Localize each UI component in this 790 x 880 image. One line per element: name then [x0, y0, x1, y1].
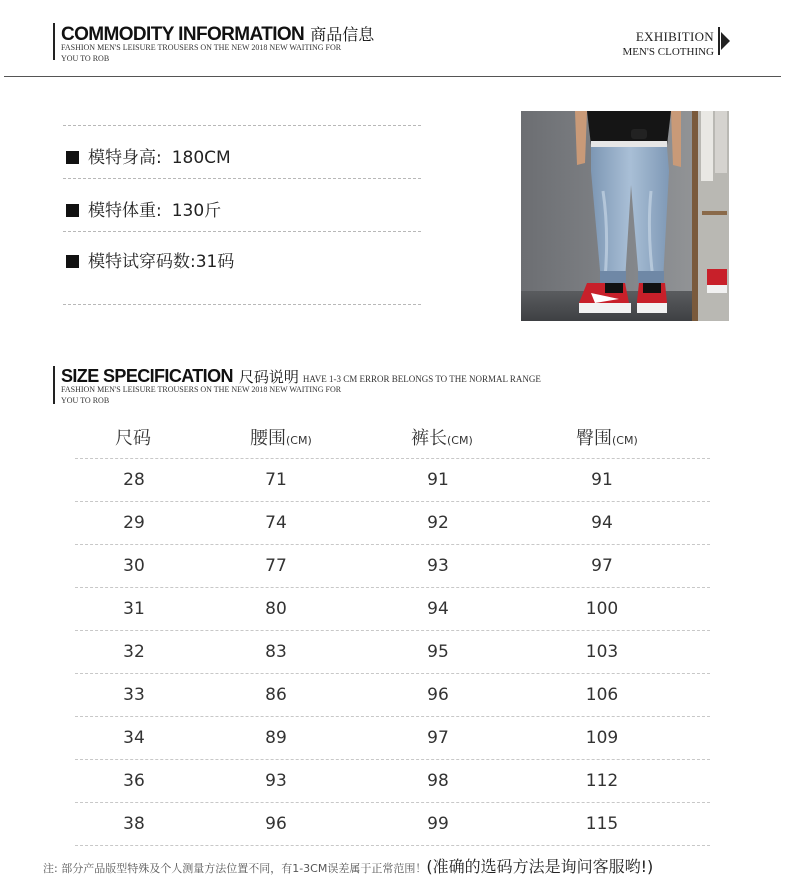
- model-weight-value: 130斤: [171, 201, 222, 221]
- table-cell: 89: [265, 728, 287, 748]
- table-row: [0, 716, 790, 759]
- table-cell: 30: [123, 556, 145, 576]
- table-cell: 112: [585, 771, 619, 791]
- col-header-waist-label: 腰围: [250, 428, 286, 449]
- commodity-subtitle: [61, 42, 341, 64]
- col-header-size: [115, 424, 151, 450]
- commodity-title-en: COMMODITY INFORMATION: [61, 24, 305, 45]
- size-title-en: SIZE SPECIFICATION: [61, 366, 233, 386]
- table-cell: 98: [427, 771, 449, 791]
- table-divider: [75, 845, 710, 846]
- table-cell: 97: [591, 556, 613, 576]
- col-header-waist: [250, 424, 312, 450]
- model-jeans-illustration: [521, 111, 729, 321]
- table-cell: 86: [265, 685, 287, 705]
- size-accent-bar: [53, 366, 55, 404]
- col-header-length: [411, 424, 473, 450]
- header-accent-bar: [53, 23, 55, 60]
- table-cell: 96: [265, 814, 287, 834]
- table-cell: 80: [265, 599, 287, 619]
- table-row: [0, 544, 790, 587]
- table-row: [0, 759, 790, 802]
- header-divider: [4, 76, 781, 77]
- table-cell: 94: [427, 599, 449, 619]
- table-cell: 109: [585, 728, 619, 748]
- info-divider: [63, 125, 421, 126]
- table-cell: 38: [123, 814, 145, 834]
- table-cell: 33: [123, 685, 145, 705]
- table-cell: 83: [265, 642, 287, 662]
- info-divider: [63, 231, 421, 232]
- table-cell: 91: [591, 470, 613, 490]
- table-cell: 74: [265, 513, 287, 533]
- model-weight-label: 模特体重:: [88, 201, 162, 221]
- table-cell: 91: [427, 470, 449, 490]
- model-height: [66, 143, 231, 168]
- table-cell: 28: [123, 470, 145, 490]
- arrow-right-icon: [721, 32, 730, 50]
- info-divider: [63, 178, 421, 179]
- model-height-label: 模特身高:: [88, 148, 162, 168]
- square-bullet-icon: [66, 255, 79, 268]
- footer-note: [43, 854, 653, 877]
- product-photo: [521, 111, 729, 321]
- commodity-subtitle-line2: YOU TO ROB: [61, 54, 110, 63]
- footer-note-small: 注: 部分产品版型特殊及个人测量方法位置不同，有1-3CM误差属于正常范围！: [43, 862, 427, 875]
- size-subtitle-line2: YOU TO ROB: [61, 396, 110, 405]
- model-size: [66, 247, 234, 272]
- size-note: HAVE 1-3 CM ERROR BELONGS TO THE NORMAL RANGE: [302, 374, 541, 384]
- col-header-waist-unit: (CM): [286, 434, 312, 447]
- table-cell: 71: [265, 470, 287, 490]
- model-size-label: 模特试穿码数:: [88, 252, 196, 272]
- table-cell: 92: [427, 513, 449, 533]
- col-header-length-unit: (CM): [447, 434, 473, 447]
- table-row: [0, 458, 790, 501]
- col-header-size-label: 尺码: [115, 428, 151, 449]
- table-row: [0, 802, 790, 845]
- info-divider: [63, 304, 421, 305]
- table-cell: 36: [123, 771, 145, 791]
- table-cell: 106: [585, 685, 619, 705]
- col-header-hip-unit: (CM): [612, 434, 638, 447]
- table-row: [0, 630, 790, 673]
- commodity-title-cn: 商品信息: [310, 27, 375, 44]
- exhibition-line1: EXHIBITION: [635, 29, 714, 44]
- table-cell: 103: [585, 642, 619, 662]
- col-header-hip-label: 臀围: [576, 428, 612, 449]
- table-cell: 94: [591, 513, 613, 533]
- footer-note-highlight: (准确的选码方法是询问客服哟!): [426, 857, 654, 876]
- table-cell: 29: [123, 513, 145, 533]
- table-row: [0, 673, 790, 716]
- exhibition-bar: [718, 27, 720, 55]
- table-cell: 31: [123, 599, 145, 619]
- table-row: [0, 501, 790, 544]
- table-cell: 77: [265, 556, 287, 576]
- col-header-hip: [576, 424, 638, 450]
- table-cell: 99: [427, 814, 449, 834]
- model-height-value: 180CM: [171, 148, 231, 168]
- table-cell: 97: [427, 728, 449, 748]
- table-cell: 96: [427, 685, 449, 705]
- exhibition-line2: MEN'S CLOTHING: [622, 46, 714, 58]
- model-size-value: 31码: [195, 252, 235, 272]
- square-bullet-icon: [66, 204, 79, 217]
- col-header-length-label: 裤长: [411, 428, 447, 449]
- table-cell: 100: [585, 599, 619, 619]
- table-cell: 115: [585, 814, 619, 834]
- table-cell: 93: [265, 771, 287, 791]
- square-bullet-icon: [66, 151, 79, 164]
- size-subtitle-line1: FASHION MEN'S LEISURE TROUSERS ON THE NEW 2018 NEW WAITING FOR: [61, 385, 342, 394]
- table-cell: 95: [427, 642, 449, 662]
- size-subtitle: [61, 384, 341, 406]
- table-row: [0, 587, 790, 630]
- model-weight: [66, 196, 221, 221]
- exhibition-label: [622, 29, 714, 58]
- commodity-subtitle-line1: FASHION MEN'S LEISURE TROUSERS ON THE NEW 2018 NEW WAITING FOR: [61, 43, 342, 52]
- table-cell: 34: [123, 728, 145, 748]
- table-cell: 32: [123, 642, 145, 662]
- size-title-cn: 尺码说明: [238, 369, 299, 386]
- table-cell: 93: [427, 556, 449, 576]
